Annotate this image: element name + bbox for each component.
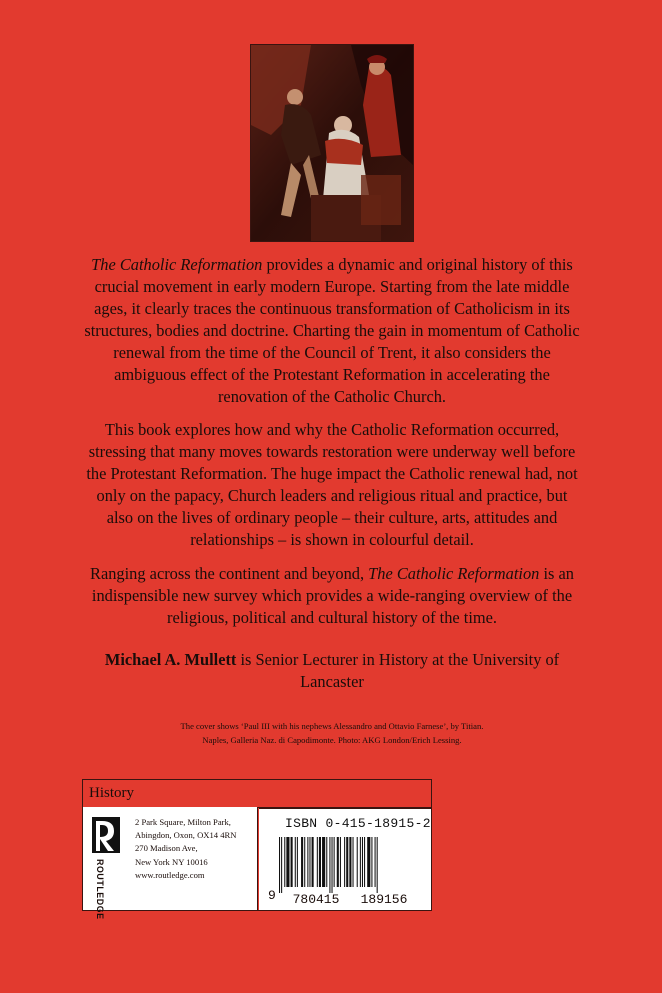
barcode-bar — [286, 837, 289, 887]
author-bio-text: is Senior Lecturer in History at the University of Lancaster — [236, 650, 560, 691]
barcode-bar — [312, 837, 314, 887]
barcode-bar — [319, 837, 321, 887]
cover-credit — [82, 719, 582, 747]
cover-painting — [250, 44, 414, 242]
blurb-text: Ranging across the continent and beyond, — [90, 564, 369, 583]
barcode-bar — [284, 837, 285, 887]
barcode-bar — [353, 837, 354, 887]
barcode-bar — [295, 837, 296, 887]
barcode-bar — [279, 837, 280, 893]
barcode-bar — [332, 837, 333, 893]
barcode-bar — [344, 837, 345, 887]
barcode-bar — [337, 837, 339, 887]
barcode-bar — [371, 837, 372, 887]
barcode-bar — [367, 837, 370, 887]
blurb-paragraph-3 — [82, 563, 582, 629]
publisher-website: www.routledge.com — [135, 869, 205, 880]
address-line: New York NY 10016 — [135, 856, 208, 867]
blurb-paragraph-1 — [82, 254, 582, 408]
address-line: Abingdon, Oxon, OX14 4RN — [135, 830, 237, 841]
barcode-bar — [375, 837, 376, 887]
barcode-bar — [297, 837, 298, 887]
ean-left-digits: 780415 — [285, 893, 347, 907]
barcode-bar — [334, 837, 335, 887]
author-bio — [82, 649, 582, 693]
barcode-bar — [357, 837, 358, 887]
credit-line-1: The cover shows ‘Paul III with his nephews Alessandro and Ottavio Farnese’, by Titian. — [180, 721, 484, 731]
barcode-bar — [301, 837, 303, 887]
barcode-bar — [349, 837, 351, 887]
barcode-bar — [326, 837, 327, 887]
barcode-bar — [364, 837, 365, 887]
author-name: Michael A. Mullett — [104, 650, 237, 669]
painting-icon — [251, 45, 413, 241]
barcode-bar — [281, 837, 282, 893]
ean-first-digit: 9 — [268, 888, 276, 903]
barcode-bar — [360, 837, 361, 887]
barcode-bar — [340, 837, 341, 887]
blurb-paragraph-2: This book explores how and why the Catholic Reformation occurred, stressing that many moves towards restoration were underway well before the Protestant Reformation. The huge impact the Catholic renewal had, not only on the papacy, Church leaders and religious ritual and practice, but also on the lives of ordinary people – their culture, arts, attitudes and relationships – is shown in colourful detail. — [86, 420, 578, 549]
barcode-bar — [377, 837, 378, 893]
book-title: The Catholic Reformation — [368, 564, 540, 583]
publisher-logo-text: ROUTLEDGE — [95, 859, 105, 920]
barcode-bar — [291, 837, 293, 887]
category-label: History — [83, 780, 431, 808]
isbn-number: ISBN 0-415-18915-2 — [285, 816, 431, 831]
book-title: The Catholic Reformation — [91, 255, 263, 274]
address-line: 270 Madison Ave, — [135, 843, 198, 854]
ean-right-digits: 189156 — [353, 893, 415, 907]
barcode-bar — [304, 837, 305, 887]
barcode-icon — [279, 837, 419, 893]
barcode-bar — [322, 837, 325, 887]
blurb-text: provides a dynamic and original history of this crucial movement in early modern Europe. Starting from the late middle ages, it clearly traces the continuous transformation of Catholicism in its structures, bodies and doctrine. Charting the gain in momentum of Catholic renewal from the time of the Council of Trent, it also considers the ambiguous effect of the Protestant Reformation in accelerating the renovation of the Catholic Church. — [84, 255, 580, 406]
barcode-bar — [317, 837, 318, 887]
barcode-panel — [259, 808, 432, 911]
publisher-panel — [83, 807, 258, 920]
barcode-bar — [346, 837, 348, 887]
credit-line-2: Naples, Galleria Naz. di Capodimonte. Photo: AKG London/Erich Lessing. — [202, 735, 462, 745]
address-line: 2 Park Square, Milton Park, — [135, 817, 231, 827]
publisher-logo — [83, 807, 131, 920]
routledge-logo-icon — [92, 817, 120, 853]
publisher-address — [135, 816, 255, 882]
barcode-bar — [362, 837, 363, 887]
barcode-bar — [307, 837, 308, 887]
barcode-bar — [309, 837, 310, 887]
blurb-text: is an indispensible new survey which provides a wide-ranging overview of the religious, political and cultural history of the time. — [91, 564, 574, 627]
barcode-bar — [329, 837, 330, 893]
